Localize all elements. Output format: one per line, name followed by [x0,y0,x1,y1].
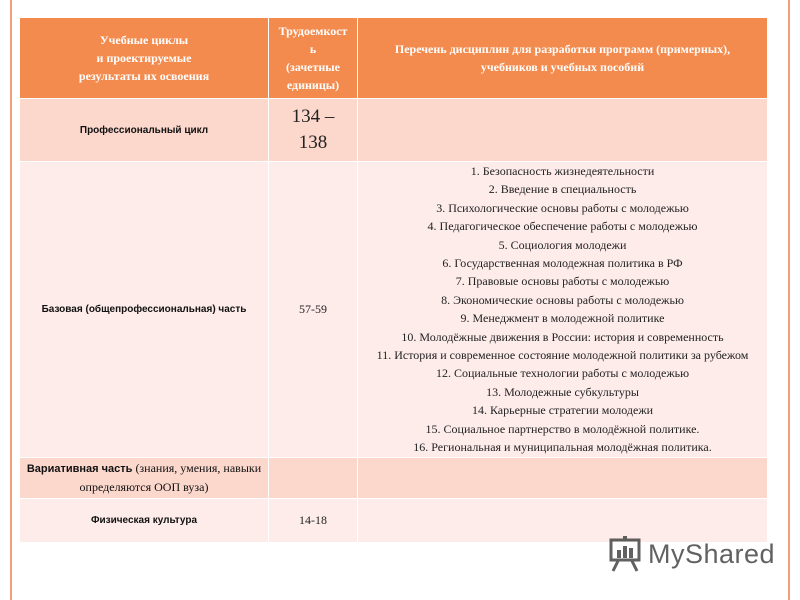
cycle-label-variative [20,457,269,498]
discipline-item: 11. История и современное состояние молодежной политики за рубежом [376,348,749,363]
credits-physical: 14-18 [269,498,358,542]
disciplines-variative [358,457,768,498]
discipline-item: 10. Молодёжные движения в России: история и современность [401,329,724,344]
disciplines-base [358,162,768,458]
discipline-item: 3. Психологические основы работы с молодежью [436,200,689,215]
table-row-variative [20,457,768,498]
discipline-item: 13. Молодежные субкультуры [486,384,639,399]
credits-variative [269,457,358,498]
discipline-item: 2. Введение в специальность [488,182,637,197]
discipline-item: 5. Социология молодежи [498,237,627,252]
table-row-professional [20,99,768,162]
watermark-text: MyShared [648,538,776,569]
disciplines-professional [358,99,768,162]
right-frame-bar [788,0,800,600]
discipline-item: 4. Педагогическое обеспечение работы с молодежью [427,219,698,234]
variative-label-bold: Вариативная часть [26,462,133,475]
credits-professional: 134 – 138 [269,99,358,162]
left-frame-bar [0,0,12,600]
discipline-item: 14. Карьерные стратегии молодежи [471,403,654,418]
discipline-item: 7. Правовые основы работы с молодежью [455,274,670,289]
discipline-item: 12. Социальные технологии работы с молодежью [435,366,690,381]
table-row-base [20,162,768,458]
watermark [608,534,775,574]
discipline-item: 1. Безопасность жизнедеятельности [470,164,655,178]
header-disciplines: Перечень дисциплин для разработки программ (примерных), учебников и учебных пособий [358,18,768,99]
header-cycles: Учебные циклы и проектируемые результаты их освоения [20,18,269,99]
variative-label-rest: (знания, умения, навыки определяются ООП вуза) [79,460,262,494]
header-credits: Трудоемкост ь (зачетные единицы) [269,18,358,99]
cycle-label-physical: Физическая культура [20,498,269,542]
discipline-list [358,162,767,457]
discipline-item: 6. Государственная молодежная политика в РФ [442,256,683,271]
discipline-item: 9. Менеджмент в молодежной политике [460,311,665,326]
credits-base: 57-59 [269,162,358,458]
presentation-board-icon [608,536,642,572]
table-header-row [20,18,768,99]
discipline-item: 15. Социальное партнерство в молодёжной политике. [425,421,700,436]
curriculum-table [19,17,768,543]
discipline-item: 8. Экономические основы работы с молодежью [441,292,684,307]
discipline-item: 16. Региональная и муниципальная молодёжная политика. [413,440,712,455]
cycle-label-professional: Профессиональный цикл [20,99,269,162]
cycle-label-base: Базовая (общепрофессиональная) часть [20,162,269,458]
